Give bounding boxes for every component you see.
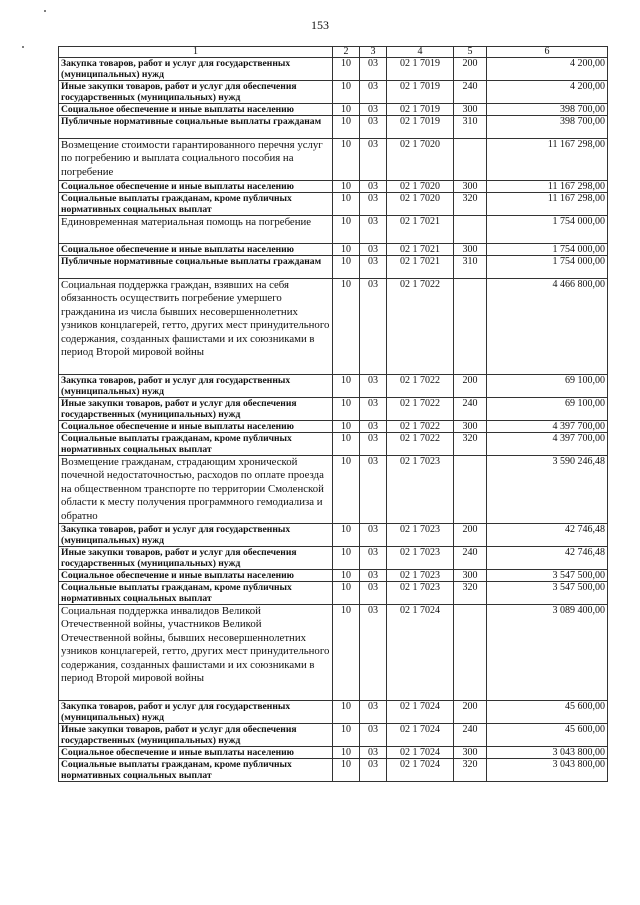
row-target-article: 02 1 7023 — [387, 456, 454, 524]
table-row — [59, 216, 608, 244]
row-subsection: 03 — [360, 582, 387, 605]
table-body — [59, 58, 608, 782]
row-section: 10 — [333, 216, 360, 244]
row-subsection: 03 — [360, 279, 387, 375]
header-col-5: 5 — [454, 47, 487, 58]
row-section: 10 — [333, 456, 360, 524]
row-subsection: 03 — [360, 256, 387, 279]
header-col-2: 2 — [333, 47, 360, 58]
row-target-article: 02 1 7021 — [387, 244, 454, 256]
row-target-article: 02 1 7022 — [387, 375, 454, 398]
row-name: Социальные выплаты гражданам, кроме публичных нормативных социальных выплат — [59, 433, 333, 456]
row-name: Иные закупки товаров, работ и услуг для обеспечения государственных (муниципальных) нужд — [59, 547, 333, 570]
scan-speck — [22, 46, 24, 48]
row-expense-type: 320 — [454, 759, 487, 782]
row-section: 10 — [333, 605, 360, 701]
row-amount: 1 754 000,00 — [487, 244, 608, 256]
row-section: 10 — [333, 58, 360, 81]
row-expense-type — [454, 456, 487, 524]
row-expense-type: 300 — [454, 244, 487, 256]
row-expense-type: 300 — [454, 747, 487, 759]
row-target-article: 02 1 7020 — [387, 139, 454, 181]
row-target-article: 02 1 7022 — [387, 433, 454, 456]
row-expense-type: 320 — [454, 582, 487, 605]
row-section: 10 — [333, 104, 360, 116]
row-name: Публичные нормативные социальные выплаты гражданам — [59, 116, 333, 139]
row-target-article: 02 1 7024 — [387, 701, 454, 724]
table-row — [59, 747, 608, 759]
row-amount: 69 100,00 — [487, 375, 608, 398]
row-name: Социальные выплаты гражданам, кроме публичных нормативных социальных выплат — [59, 193, 333, 216]
row-subsection: 03 — [360, 139, 387, 181]
row-target-article: 02 1 7023 — [387, 524, 454, 547]
row-subsection: 03 — [360, 456, 387, 524]
row-section: 10 — [333, 701, 360, 724]
row-section: 10 — [333, 181, 360, 193]
table-row — [59, 570, 608, 582]
row-subsection: 03 — [360, 547, 387, 570]
table-row — [59, 547, 608, 570]
table-row — [59, 279, 608, 375]
row-expense-type — [454, 279, 487, 375]
row-name: Возмещение стоимости гарантированного перечня услуг по погребению и выплата социального пособия на погребение — [59, 139, 333, 181]
row-amount: 4 466 800,00 — [487, 279, 608, 375]
row-name: Социальное обеспечение и иные выплаты населению — [59, 244, 333, 256]
row-section: 10 — [333, 139, 360, 181]
row-expense-type: 240 — [454, 398, 487, 421]
row-amount: 398 700,00 — [487, 116, 608, 139]
row-amount: 3 089 400,00 — [487, 605, 608, 701]
table-row — [59, 104, 608, 116]
row-amount: 42 746,48 — [487, 524, 608, 547]
row-subsection: 03 — [360, 104, 387, 116]
row-subsection: 03 — [360, 216, 387, 244]
row-subsection: 03 — [360, 181, 387, 193]
row-target-article: 02 1 7022 — [387, 421, 454, 433]
row-target-article: 02 1 7024 — [387, 747, 454, 759]
header-col-6: 6 — [487, 47, 608, 58]
row-amount: 4 200,00 — [487, 58, 608, 81]
budget-table — [58, 46, 608, 782]
row-name: Публичные нормативные социальные выплаты гражданам — [59, 256, 333, 279]
table-row — [59, 433, 608, 456]
row-name: Социальное обеспечение и иные выплаты населению — [59, 747, 333, 759]
table-row — [59, 81, 608, 104]
page-number: 153 — [311, 18, 329, 32]
table-row — [59, 116, 608, 139]
row-amount: 11 167 298,00 — [487, 139, 608, 181]
row-expense-type — [454, 216, 487, 244]
row-section: 10 — [333, 116, 360, 139]
row-amount: 1 754 000,00 — [487, 216, 608, 244]
row-target-article: 02 1 7020 — [387, 193, 454, 216]
row-subsection: 03 — [360, 605, 387, 701]
row-target-article: 02 1 7023 — [387, 582, 454, 605]
row-name: Социальная поддержка граждан, взявших на себя обязанность осуществить погребение умершего гражданина из числа бывших несовершеннолетних узников концлагерей, гетто, других мест принудительного содержания, созданных фашистами и их союзниками в период Второй мировой войны — [59, 279, 333, 375]
row-name: Закупка товаров, работ и услуг для государственных (муниципальных) нужд — [59, 58, 333, 81]
row-expense-type: 200 — [454, 375, 487, 398]
table-row — [59, 701, 608, 724]
row-name: Иные закупки товаров, работ и услуг для обеспечения государственных (муниципальных) нужд — [59, 398, 333, 421]
row-name: Социальное обеспечение и иные выплаты населению — [59, 104, 333, 116]
row-name: Закупка товаров, работ и услуг для государственных (муниципальных) нужд — [59, 701, 333, 724]
row-amount: 3 547 500,00 — [487, 570, 608, 582]
row-name: Закупка товаров, работ и услуг для государственных (муниципальных) нужд — [59, 375, 333, 398]
row-target-article: 02 1 7019 — [387, 116, 454, 139]
row-target-article: 02 1 7019 — [387, 58, 454, 81]
row-name: Возмещение гражданам, страдающим хронической почечной недостаточностью, расходов по оплате проезда на общественном транспорте по территории Смоленской области к месту получения программного гемодиализа и обратно — [59, 456, 333, 524]
row-subsection: 03 — [360, 398, 387, 421]
table-row — [59, 605, 608, 701]
table-row — [59, 375, 608, 398]
table-row — [59, 582, 608, 605]
row-name: Единовременная материальная помощь на погребение — [59, 216, 333, 244]
row-target-article: 02 1 7021 — [387, 256, 454, 279]
row-target-article: 02 1 7020 — [387, 181, 454, 193]
row-amount: 4 397 700,00 — [487, 433, 608, 456]
row-section: 10 — [333, 759, 360, 782]
row-subsection: 03 — [360, 58, 387, 81]
row-expense-type: 240 — [454, 81, 487, 104]
header-col-1: 1 — [59, 47, 333, 58]
row-expense-type: 300 — [454, 421, 487, 433]
row-section: 10 — [333, 547, 360, 570]
header-row — [59, 47, 608, 58]
row-amount: 1 754 000,00 — [487, 256, 608, 279]
row-expense-type: 200 — [454, 58, 487, 81]
row-name: Социальное обеспечение и иные выплаты населению — [59, 570, 333, 582]
row-expense-type: 310 — [454, 256, 487, 279]
table-row — [59, 193, 608, 216]
row-name: Социальные выплаты гражданам, кроме публичных нормативных социальных выплат — [59, 582, 333, 605]
row-target-article: 02 1 7024 — [387, 605, 454, 701]
table-row — [59, 256, 608, 279]
row-expense-type: 300 — [454, 104, 487, 116]
row-target-article: 02 1 7024 — [387, 759, 454, 782]
row-section: 10 — [333, 433, 360, 456]
row-subsection: 03 — [360, 421, 387, 433]
row-subsection: 03 — [360, 747, 387, 759]
table-row — [59, 524, 608, 547]
table-row — [59, 244, 608, 256]
row-expense-type — [454, 605, 487, 701]
row-name: Иные закупки товаров, работ и услуг для обеспечения государственных (муниципальных) нужд — [59, 724, 333, 747]
row-section: 10 — [333, 81, 360, 104]
row-target-article: 02 1 7019 — [387, 104, 454, 116]
row-name: Социальные выплаты гражданам, кроме публичных нормативных социальных выплат — [59, 759, 333, 782]
row-target-article: 02 1 7022 — [387, 279, 454, 375]
row-name: Иные закупки товаров, работ и услуг для обеспечения государственных (муниципальных) нужд — [59, 81, 333, 104]
row-expense-type: 310 — [454, 116, 487, 139]
table-row — [59, 398, 608, 421]
table-row — [59, 58, 608, 81]
row-target-article: 02 1 7021 — [387, 216, 454, 244]
row-section: 10 — [333, 279, 360, 375]
row-subsection: 03 — [360, 81, 387, 104]
row-amount: 3 547 500,00 — [487, 582, 608, 605]
row-subsection: 03 — [360, 244, 387, 256]
row-section: 10 — [333, 524, 360, 547]
row-amount: 69 100,00 — [487, 398, 608, 421]
row-expense-type: 320 — [454, 193, 487, 216]
row-section: 10 — [333, 747, 360, 759]
row-section: 10 — [333, 570, 360, 582]
row-section: 10 — [333, 582, 360, 605]
row-name: Социальное обеспечение и иные выплаты населению — [59, 181, 333, 193]
row-expense-type: 200 — [454, 524, 487, 547]
header-col-4: 4 — [387, 47, 454, 58]
header-col-3: 3 — [360, 47, 387, 58]
row-target-article: 02 1 7023 — [387, 547, 454, 570]
row-target-article: 02 1 7024 — [387, 724, 454, 747]
row-subsection: 03 — [360, 375, 387, 398]
row-expense-type — [454, 139, 487, 181]
row-expense-type: 300 — [454, 181, 487, 193]
row-section: 10 — [333, 244, 360, 256]
row-amount: 4 200,00 — [487, 81, 608, 104]
row-section: 10 — [333, 421, 360, 433]
table-row — [59, 456, 608, 524]
row-amount: 11 167 298,00 — [487, 193, 608, 216]
row-section: 10 — [333, 724, 360, 747]
row-subsection: 03 — [360, 524, 387, 547]
row-amount: 3 590 246,48 — [487, 456, 608, 524]
row-amount: 398 700,00 — [487, 104, 608, 116]
row-target-article: 02 1 7023 — [387, 570, 454, 582]
row-subsection: 03 — [360, 433, 387, 456]
row-target-article: 02 1 7022 — [387, 398, 454, 421]
table-row — [59, 421, 608, 433]
row-expense-type: 240 — [454, 724, 487, 747]
row-amount: 45 600,00 — [487, 724, 608, 747]
row-amount: 3 043 800,00 — [487, 759, 608, 782]
row-amount: 11 167 298,00 — [487, 181, 608, 193]
row-amount: 3 043 800,00 — [487, 747, 608, 759]
scan-speck — [44, 10, 46, 12]
row-expense-type: 320 — [454, 433, 487, 456]
row-subsection: 03 — [360, 759, 387, 782]
row-section: 10 — [333, 256, 360, 279]
row-subsection: 03 — [360, 570, 387, 582]
row-section: 10 — [333, 375, 360, 398]
row-subsection: 03 — [360, 701, 387, 724]
row-name: Социальная поддержка инвалидов Великой Отечественной войны, участников Великой Отечественной войны, бывших несовершеннолетних узников концлагерей, гетто, других мест принудительного содержания, созданных фашистами и их союзниками в период Второй мировой войны — [59, 605, 333, 701]
row-subsection: 03 — [360, 193, 387, 216]
row-name: Социальное обеспечение и иные выплаты населению — [59, 421, 333, 433]
row-expense-type: 200 — [454, 701, 487, 724]
row-subsection: 03 — [360, 724, 387, 747]
row-name: Закупка товаров, работ и услуг для государственных (муниципальных) нужд — [59, 524, 333, 547]
row-amount: 45 600,00 — [487, 701, 608, 724]
row-subsection: 03 — [360, 116, 387, 139]
table-row — [59, 759, 608, 782]
row-expense-type: 240 — [454, 547, 487, 570]
row-section: 10 — [333, 193, 360, 216]
table-row — [59, 139, 608, 181]
row-expense-type: 300 — [454, 570, 487, 582]
row-target-article: 02 1 7019 — [387, 81, 454, 104]
row-amount: 42 746,48 — [487, 547, 608, 570]
row-section: 10 — [333, 398, 360, 421]
table-row — [59, 181, 608, 193]
row-amount: 4 397 700,00 — [487, 421, 608, 433]
table-row — [59, 724, 608, 747]
